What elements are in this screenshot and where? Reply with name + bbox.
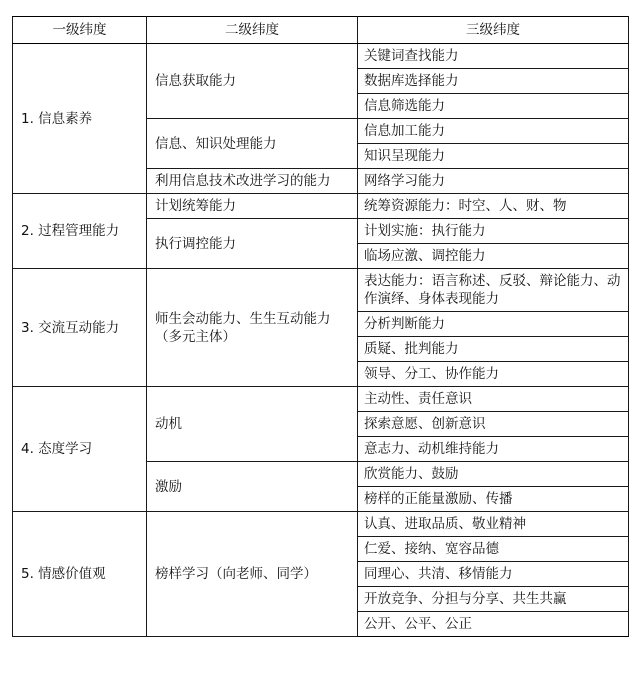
level3-cell: 表达能力：语言称述、反驳、辩论能力、动作演绎、身体表现能力 bbox=[358, 269, 629, 312]
table-row bbox=[13, 269, 629, 312]
level3-cell: 临场应激、调控能力 bbox=[358, 244, 629, 269]
level3-cell: 质疑、批判能力 bbox=[358, 337, 629, 362]
level3-cell: 知识呈现能力 bbox=[358, 144, 629, 169]
level3-cell: 数据库选择能力 bbox=[358, 69, 629, 94]
table-row bbox=[13, 512, 629, 537]
level1-cell: 2. 过程管理能力 bbox=[13, 194, 147, 269]
header-level3: 三级纬度 bbox=[358, 17, 629, 44]
level3-cell: 探索意愿、创新意识 bbox=[358, 412, 629, 437]
level3-cell: 分析判断能力 bbox=[358, 312, 629, 337]
level3-cell: 意志力、动机维持能力 bbox=[358, 437, 629, 462]
level3-cell: 关键词查找能力 bbox=[358, 44, 629, 69]
level3-cell: 同理心、共清、移情能力 bbox=[358, 562, 629, 587]
level2-cell: 信息、知识处理能力 bbox=[147, 119, 358, 169]
level3-cell: 仁爱、接纳、宽容品德 bbox=[358, 537, 629, 562]
level2-cell: 计划统筹能力 bbox=[147, 194, 358, 219]
level3-cell: 信息筛选能力 bbox=[358, 94, 629, 119]
table-row bbox=[13, 387, 629, 412]
level3-cell: 信息加工能力 bbox=[358, 119, 629, 144]
level2-cell: 动机 bbox=[147, 387, 358, 462]
header-level2: 二级纬度 bbox=[147, 17, 358, 44]
level1-cell: 4. 态度学习 bbox=[13, 387, 147, 512]
level1-cell: 3. 交流互动能力 bbox=[13, 269, 147, 387]
level3-cell: 网络学习能力 bbox=[358, 169, 629, 194]
header-level1: 一级纬度 bbox=[13, 17, 147, 44]
level2-cell: 利用信息技术改进学习的能力 bbox=[147, 169, 358, 194]
level3-cell: 认真、进取品质、敬业精神 bbox=[358, 512, 629, 537]
level2-cell: 师生会动能力、生生互动能力（多元主体） bbox=[147, 269, 358, 387]
level2-cell: 榜样学习（向老师、同学） bbox=[147, 512, 358, 637]
level3-cell: 开放竞争、分担与分享、共生共赢 bbox=[358, 587, 629, 612]
level2-cell: 信息获取能力 bbox=[147, 44, 358, 119]
dimension-table bbox=[12, 16, 629, 637]
level1-cell: 1. 信息素养 bbox=[13, 44, 147, 194]
level3-cell: 欣赏能力、鼓励 bbox=[358, 462, 629, 487]
level2-cell: 执行调控能力 bbox=[147, 219, 358, 269]
level3-cell: 榜样的正能量激励、传播 bbox=[358, 487, 629, 512]
level1-cell: 5. 情感价值观 bbox=[13, 512, 147, 637]
header-row bbox=[13, 17, 629, 44]
level3-cell: 统筹资源能力：时空、人、财、物 bbox=[358, 194, 629, 219]
level2-cell: 激励 bbox=[147, 462, 358, 512]
level3-cell: 公开、公平、公正 bbox=[358, 612, 629, 637]
table-row bbox=[13, 194, 629, 219]
level3-cell: 计划实施：执行能力 bbox=[358, 219, 629, 244]
level3-cell: 主动性、责任意识 bbox=[358, 387, 629, 412]
table-row bbox=[13, 44, 629, 69]
level3-cell: 领导、分工、协作能力 bbox=[358, 362, 629, 387]
